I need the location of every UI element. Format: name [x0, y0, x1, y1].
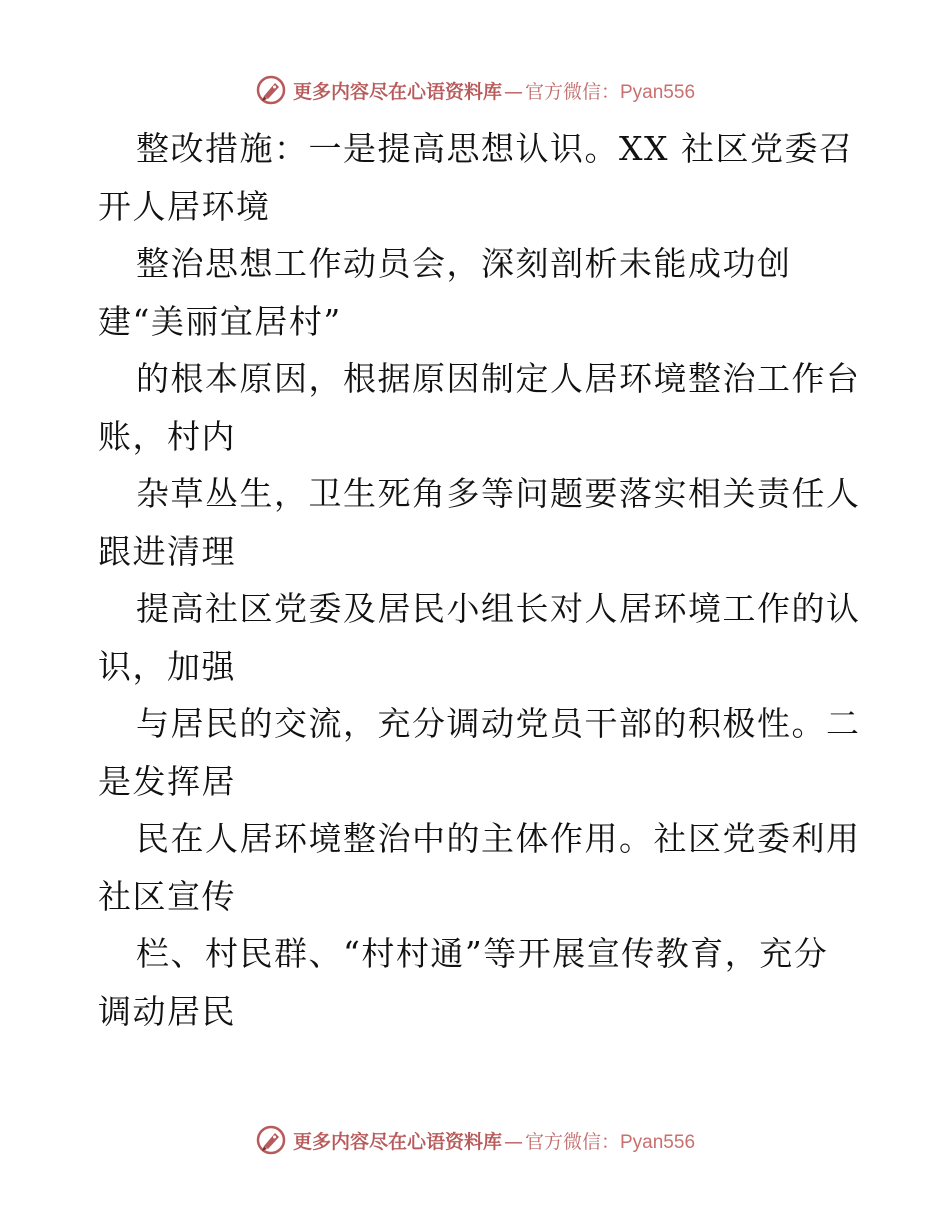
body-line: 整治思想工作动员会，深刻剖析未能成功创 [136, 244, 792, 283]
pen-nib-logo-icon [255, 1124, 287, 1156]
body-line: 开人居环境 [98, 186, 271, 226]
banner-main-text: 更多内容尽在心语资料库 [292, 80, 502, 103]
body-line: 建“美丽宜居村” [98, 301, 342, 341]
body-line: 识，加强 [98, 646, 236, 686]
body-line: 社区宣传 [98, 876, 236, 916]
banner-wechat-id: Pyan556 [620, 1131, 696, 1153]
banner-wechat-label: 官方微信： [524, 1130, 620, 1153]
body-line: 与居民的交流，充分调动党员干部的积极性。二 [136, 704, 861, 743]
header-banner [0, 70, 950, 110]
banner-wechat-id: Pyan556 [620, 81, 696, 103]
body-line: 栏、村民群、“村村通”等开展宣传教育，充分 [136, 934, 829, 973]
banner-main-text: 更多内容尽在心语资料库 [292, 1130, 502, 1153]
body-line: 是发挥居 [98, 761, 236, 801]
body-line: 杂草丛生，卫生死角多等问题要落实相关责任人 [136, 474, 861, 513]
banner-dash: — [503, 80, 523, 103]
body-line: 账，村内 [98, 416, 236, 456]
banner-wechat-label: 官方微信： [524, 80, 620, 103]
document-body [98, 120, 861, 1040]
body-line: 的根本原因，根据原因制定人居环境整治工作台 [136, 359, 861, 398]
body-line: 整改措施：一是提高思想认识。XX 社区党委召 [136, 129, 854, 168]
body-line: 跟进清理 [98, 531, 236, 571]
footer-banner [0, 1120, 950, 1160]
body-line: 提高社区党委及居民小组长对人居环境工作的认 [136, 589, 861, 628]
banner-dash: — [503, 1130, 523, 1153]
body-line: 民在人居环境整治中的主体作用。社区党委利用 [136, 819, 861, 858]
body-line: 调动居民 [98, 991, 236, 1031]
pen-nib-logo-icon [255, 74, 287, 106]
